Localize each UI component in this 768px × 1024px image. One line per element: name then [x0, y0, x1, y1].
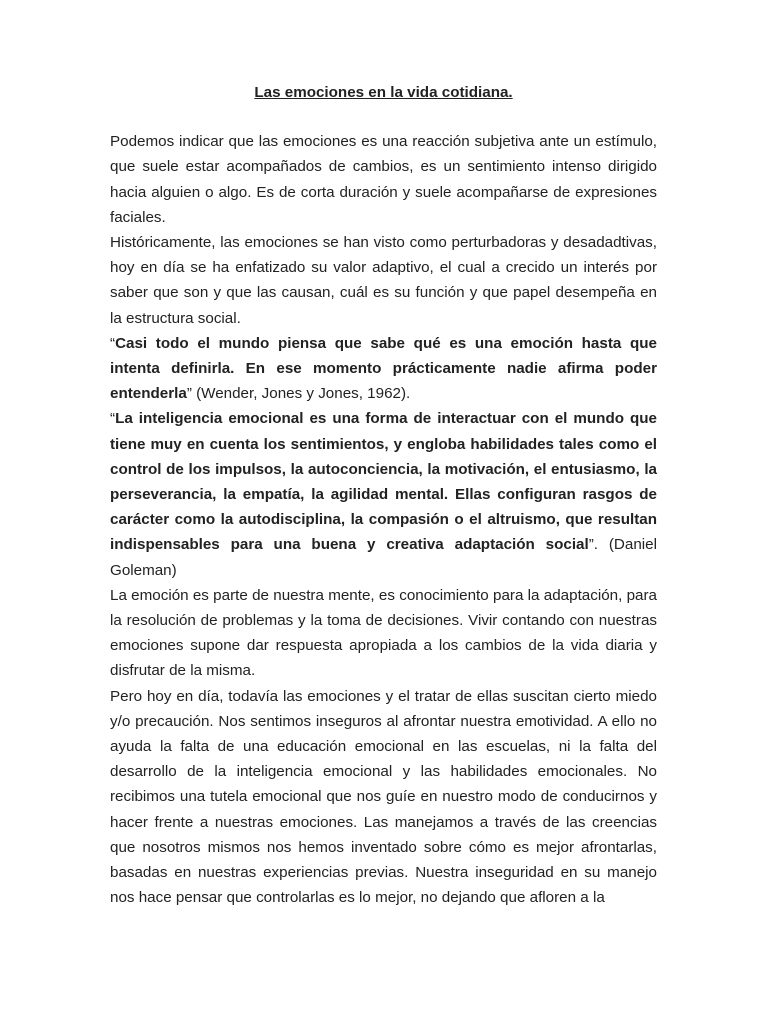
paragraph-text: ”. (Daniel Goleman)	[110, 536, 657, 579]
paragraph	[110, 230, 657, 331]
document-page	[110, 80, 657, 911]
paragraph-text: “	[110, 334, 116, 352]
bold-quote-text: La inteligencia emocional es una forma de interactuar con el mundo que tiene muy en cuenta los sentimientos, y engloba habilidades tales como el control de los impulsos, la autoconciencia, la motivación, el entusiasmo, la perseverancia, la empatía, la agilidad mental. Ellas configuran rasgos de carácter como la autodisciplina, la compasión o el altruismo, que resultan indispensables para una buena y creativa adaptación social	[110, 410, 657, 554]
bold-quote-text: Casi todo el mundo piensa que sabe qué es una emoción hasta que intenta definirla. En ese momento prácticamente nadie afirma poder entenderla	[110, 334, 657, 403]
paragraph	[110, 406, 657, 582]
paragraph-text: Pero hoy en día, todavía las emociones y el tratar de ellas suscitan cierto miedo y/o precaución. Nos sentimos inseguros al afrontar nuestra emotividad. A ello no ayuda la falta de una educación emocional en las escuelas, ni la falta del desarrollo de la inteligencia emocional y las habilidades emocionales. No recibimos una tutela emocional que nos guíe en nuestro modo de conducirnos y hacer frente a nuestras emociones. Las manejamos a través de las creencias que nosotros mismos nos hemos inventado sobre cómo es mejor afrontarlas, basadas en nuestras experiencias previas. Nuestra inseguridad en su manejo nos hace pensar que controlarlas es lo mejor, no dejando que afloren a la	[110, 687, 657, 907]
document-title: Las emociones en la vida cotidiana.	[254, 84, 513, 101]
paragraph	[110, 583, 657, 684]
paragraph-text: Podemos indicar que las emociones es una reacción subjetiva ante un estímulo, que suele estar acompañados de cambios, es un sentimiento intenso dirigido hacia alguien o algo. Es de corta duración y suele acompañarse de expresiones faciales.	[110, 133, 657, 226]
paragraph	[110, 129, 657, 230]
paragraph-text: ” (Wender, Jones y Jones, 1962).	[186, 385, 411, 403]
paragraph-text: La emoción es parte de nuestra mente, es conocimiento para la adaptación, para la resolución de problemas y la toma de decisiones. Vivir contando con nuestras emociones supone dar respuesta apropiada a los cambios de la vida diaria y disfrutar de la misma.	[110, 586, 657, 680]
paragraph	[110, 684, 657, 911]
paragraph-text: “	[110, 410, 116, 428]
paragraph-text: Históricamente, las emociones se han visto como perturbadoras y desadadtivas, hoy en día se ha enfatizado su valor adaptivo, el cual a crecido un interés por saber que son y que las causan, cuál es su función y que papel desempeña en la estructura social.	[110, 234, 657, 327]
paragraph	[110, 331, 657, 407]
document-body	[110, 129, 657, 910]
